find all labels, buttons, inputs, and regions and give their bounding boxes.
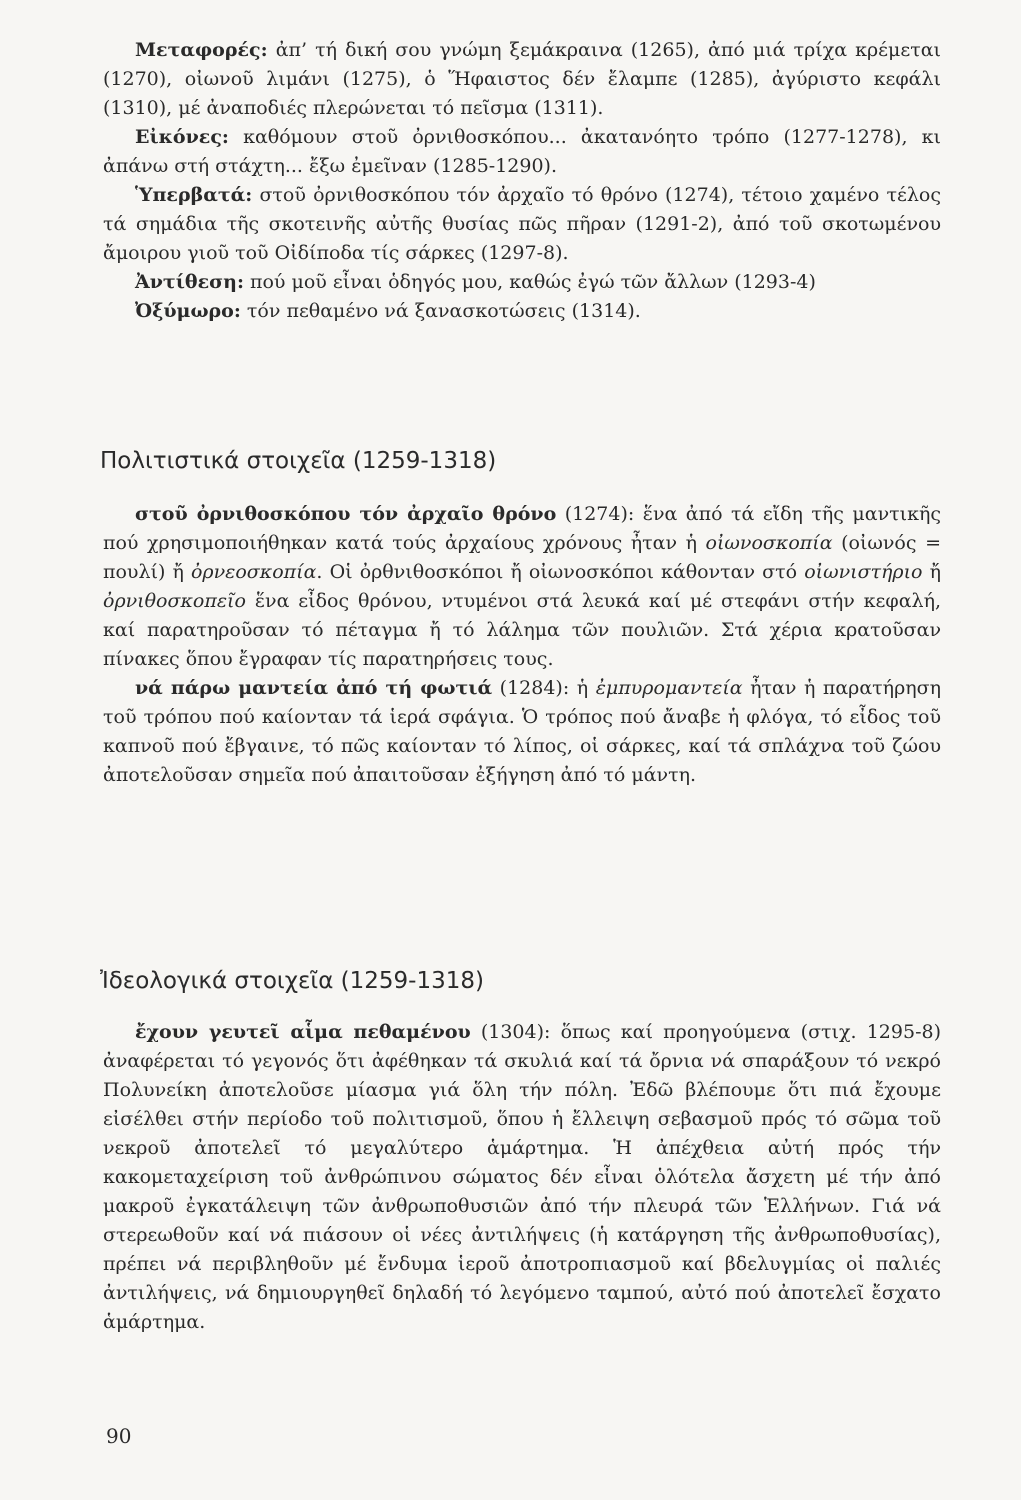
dead-blood-paragraph xyxy=(103,1018,941,1337)
ideological-elements-heading: Ἰδεολογικά στοιχεῖα (1259-1318) xyxy=(100,968,484,994)
page-content xyxy=(100,36,941,1333)
bird-augury-term: στοῦ ὀρνιθοσκόπου τόν ἀρχαῖο θρόνο xyxy=(135,503,557,525)
dead-blood-term: ἔχουν γευτεῖ αἷμα πεθαμένου xyxy=(135,1021,471,1043)
hyperbaton-label: Ὑπερβατά: xyxy=(135,184,253,206)
page-number: 90 xyxy=(106,1424,132,1448)
metaphors-label: Μεταφορές: xyxy=(135,39,268,61)
images-label: Εἰκόνες: xyxy=(135,126,229,148)
ideological-elements-section xyxy=(103,1018,941,1337)
oxymoron-paragraph xyxy=(103,297,941,326)
hyperbaton-text: στοῦ ὀρνιθοσκόπου τόν ἀρχαῖο τό θρόνο (1274), τέτοιο χαμένο τέλος τά σημάδια τῆς σκοτεινῆς αὐτῆς θυσίας πῶς πῆραν (1291-2), ἀπό τοῦ σκοτωμένου ἄμοιρου γιοῦ τοῦ Οἰδίποδα τίς σάρκες (1297-8). xyxy=(103,184,941,264)
bird-augury-text-2: (οἰωνός = πουλί) ἤ xyxy=(103,532,941,583)
bird-augury-text-3: . Οἱ ὀρθνιθοσκόποι ἤ οἰωνοσκόποι κάθονταν στό xyxy=(316,561,805,583)
fire-divination-paragraph xyxy=(103,674,941,790)
bird-augury-italic-2: ὀρνεοσκοπία xyxy=(190,561,317,583)
fire-divination-italic-1: ἐμπυρομαντεία xyxy=(595,677,743,699)
figures-of-speech xyxy=(103,36,941,326)
cultural-elements-heading: Πολιτιστικά στοιχεῖα (1259-1318) xyxy=(100,448,497,474)
fire-divination-text-2: ἦταν ἡ παρατήρηση τοῦ τρόπου πού καίονταν τά ἱερά σφάγια. Ὁ τρόπος πού ἄναβε ἡ φλόγα, τό εἶδος τοῦ καπνοῦ πού ἔβγαινε, τό πῶς καίονταν τό λίπος, οἱ σάρκες, καί τά σπλάχνα τοῦ ζώου ἀποτελοῦσαν σημεῖα πού ἀπαιτοῦσαν ἐξήγηση ἀπό τό μάντη. xyxy=(103,677,941,786)
metaphors-text: ἀπ’ τή δική σου γνώμη ξεμάκραινα (1265), ἀπό μιά τρίχα κρέμεται (1270), οἰωνοῦ λιμάνι (1275), ὁ Ἥφαιστος δέν ἔλαμπε (1285), ἀγύριστο κεφάλι (1310), μέ ἀναποδιές πλερώνεται τό πεῖσμα (1311). xyxy=(103,39,941,119)
oxymoron-text: τόν πεθαμένο νά ξανασκοτώσεις (1314). xyxy=(240,300,641,322)
antithesis-label: Ἀντίθεση: xyxy=(135,271,244,293)
bird-augury-italic-1: οἰωνοσκοπία xyxy=(705,532,833,554)
bird-augury-text-4: ἤ xyxy=(922,561,941,583)
images-paragraph xyxy=(103,123,941,181)
bird-augury-text-1: (1274): ἕνα ἀπό τά εἴδη τῆς μαντικῆς πού χρησιμοποιήθηκαν κατά τούς ἀρχαίους χρόνους ἦταν ἡ xyxy=(103,503,941,554)
fire-divination-text-1: (1284): ἡ xyxy=(492,677,596,699)
bird-augury-italic-4: ὀρνιθοσκοπεῖο xyxy=(103,590,246,612)
fire-divination-term: νά πάρω μαντεία ἀπό τή φωτιά xyxy=(135,677,493,699)
cultural-elements-section xyxy=(103,500,941,790)
antithesis-paragraph xyxy=(103,268,941,297)
bird-augury-text-5: ἕνα εἶδος θρόνου, ντυμένοι στά λευκά καί μέ στεφάνι στήν κεφαλή, καί παρατηροῦσαν τό πέταγμα ἤ τό λάλημα τῶν πουλιῶν. Στά χέρια κρατοῦσαν πίνακες ὅπου ἔγραφαν τίς παρατηρήσεις τους. xyxy=(103,590,941,670)
dead-blood-text: (1304): ὅπως καί προηγούμενα (στιχ. 1295-8) ἀναφέρεται τό γεγονός ὅτι ἀφέθηκαν τά σκυλιά καί τά ὄρνια νά σπαράξουν τό νεκρό Πολυνείκη ἀποτελοῦσε μίασμα γιά ὅλη τήν πόλη. Ἐδῶ βλέπουμε ὅτι πιά ἔχουμε εἰσέλθει στήν περίοδο τοῦ πολιτισμοῦ, ὅπου ἡ ἔλλειψη σεβασμοῦ πρός τό σῶμα τοῦ νεκροῦ ἀποτελεῖ τό μεγαλύτερο ἁμάρτημα. Ἡ ἀπέχθεια αὐτή πρός τήν κακομεταχείριση τοῦ ἀνθρώπινου σώματος δέν εἶναι ὁλότελα ἄσχετη μέ τήν ἀπό μακροῦ ἐγκατάλειψη τῶν ἀνθρωποθυσιῶν ἀπό τήν πλευρά τῶν Ἑλλήνων. Γιά νά στερεωθοῦν καί νά πιάσουν οἱ νέες ἀντιλήψεις (ἡ κατάργηση τῆς ἀνθρωποθυσίας), πρέπει νά περιβληθοῦν μέ ἔνδυμα ἱεροῦ ἀποτροπιασμοῦ καί βδελυγμίας οἱ παλιές ἀντιλήψεις, νά δημιουργηθεῖ δηλαδή τό λεγόμενο ταμπού, αὐτό πού ἀποτελεῖ ἔσχατο ἁμάρτημα. xyxy=(103,1021,941,1333)
antithesis-text: πού μοῦ εἶναι ὁδηγός μου, καθώς ἐγώ τῶν ἄλλων (1293-4) xyxy=(243,271,816,293)
bird-augury-italic-3: οἰωνιστήριο xyxy=(804,561,923,583)
hyperbaton-paragraph xyxy=(103,181,941,268)
oxymoron-label: Ὀξύμωρο: xyxy=(135,300,241,322)
metaphors-paragraph xyxy=(103,36,941,123)
images-text: καθόμουν στοῦ ὀρνιθοσκόπου... ἀκατανόητο τρόπο (1277-1278), κι ἀπάνω στή στάχτη... ἔξω ἐμεῖναν (1285-1290). xyxy=(103,126,941,177)
bird-augury-paragraph xyxy=(103,500,941,674)
